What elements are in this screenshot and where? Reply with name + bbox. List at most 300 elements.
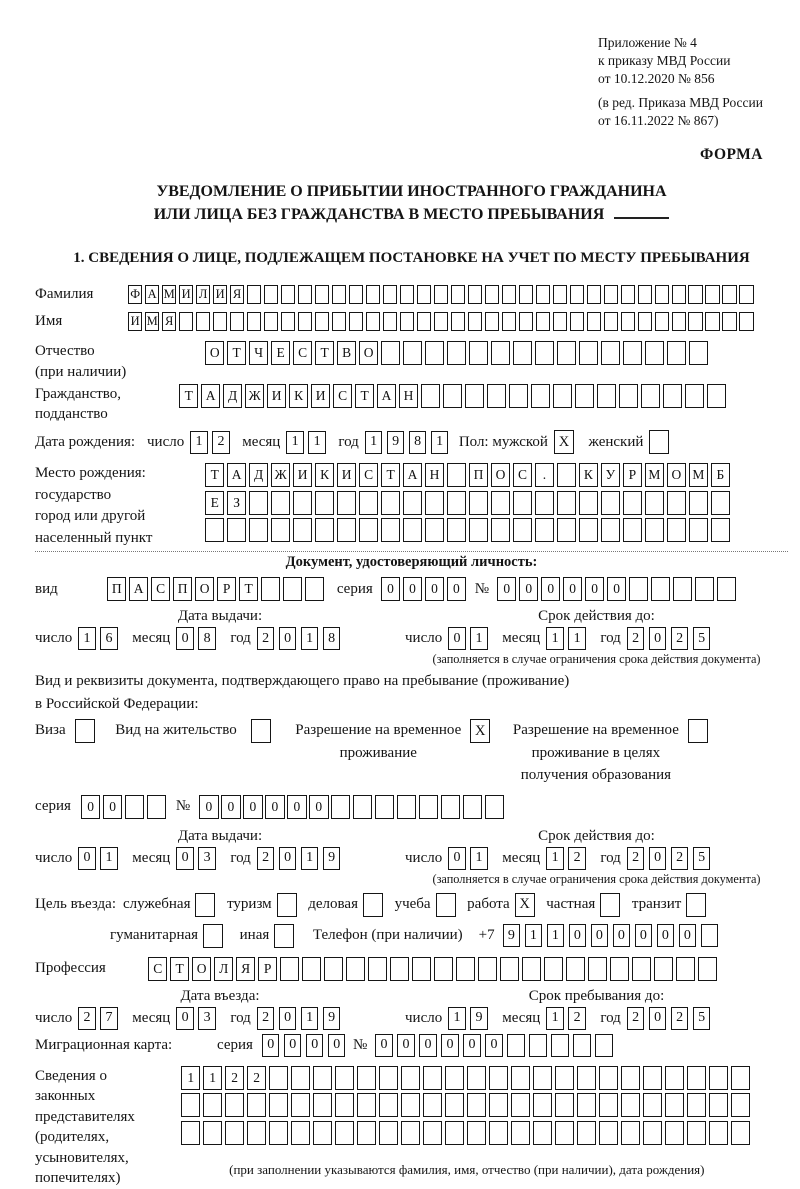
char-box[interactable]: 0 [613,924,631,947]
char-box[interactable] [468,312,482,331]
char-box[interactable] [553,312,567,331]
char-box[interactable] [555,1093,574,1117]
char-box[interactable] [264,285,278,304]
char-box[interactable]: 2 [671,847,689,870]
char-box[interactable]: Ч [249,341,268,365]
char-box[interactable] [535,518,554,542]
char-box[interactable] [511,1066,530,1090]
char-box[interactable] [447,341,466,365]
char-box[interactable]: 1 [301,627,319,650]
char-box[interactable] [601,518,620,542]
char-box[interactable]: 1 [448,1007,466,1030]
char-box[interactable]: 0 [519,577,538,601]
char-box[interactable] [465,384,484,408]
char-box[interactable] [533,1066,552,1090]
char-box[interactable] [425,491,444,515]
char-box[interactable]: 0 [649,627,667,650]
female-checkbox[interactable] [649,430,669,454]
char-box[interactable] [705,285,719,304]
char-box[interactable]: С [148,957,167,981]
char-box[interactable] [213,312,227,331]
char-box[interactable]: Т [381,463,400,487]
char-box[interactable] [701,924,719,947]
char-box[interactable]: С [359,463,378,487]
char-box[interactable] [225,1093,244,1117]
char-box[interactable] [205,518,224,542]
char-box[interactable] [595,1034,613,1057]
char-box[interactable] [731,1121,750,1145]
char-box[interactable]: 0 [591,924,609,947]
char-box[interactable] [687,1066,706,1090]
char-box[interactable]: 0 [563,577,582,601]
char-box[interactable]: 0 [176,847,194,870]
purpose-chastnaya-checkbox[interactable] [600,893,620,917]
char-box[interactable] [731,1066,750,1090]
char-box[interactable]: 1 [301,1007,319,1030]
char-box[interactable] [445,1121,464,1145]
char-box[interactable] [366,312,380,331]
purpose-gumanitarnaya-checkbox[interactable] [203,924,223,948]
char-box[interactable] [125,795,144,819]
char-box[interactable]: И [213,285,227,304]
char-box[interactable]: 0 [679,924,697,947]
char-box[interactable]: 6 [100,627,118,650]
char-box[interactable]: 0 [78,847,96,870]
char-box[interactable] [601,491,620,515]
char-box[interactable] [203,1093,222,1117]
char-box[interactable] [463,795,482,819]
char-box[interactable]: 1 [181,1066,200,1090]
char-box[interactable] [665,1093,684,1117]
char-box[interactable]: 2 [225,1066,244,1090]
char-box[interactable] [379,1066,398,1090]
char-box[interactable] [390,957,409,981]
char-box[interactable] [566,957,585,981]
char-box[interactable] [579,341,598,365]
char-box[interactable]: И [311,384,330,408]
char-box[interactable] [417,312,431,331]
char-box[interactable] [491,341,510,365]
char-box[interactable]: 0 [649,847,667,870]
char-box[interactable] [511,1093,530,1117]
char-box[interactable]: Р [258,957,277,981]
char-box[interactable]: К [315,463,334,487]
char-box[interactable] [655,312,669,331]
char-box[interactable] [349,312,363,331]
residence-permit-checkbox[interactable] [251,719,271,743]
char-box[interactable]: Т [227,341,246,365]
char-box[interactable]: О [359,341,378,365]
char-box[interactable]: П [173,577,192,601]
char-box[interactable] [375,795,394,819]
char-box[interactable] [357,1121,376,1145]
char-box[interactable] [271,491,290,515]
char-box[interactable] [623,341,642,365]
visa-checkbox[interactable] [75,719,95,743]
char-box[interactable]: 1 [190,431,208,454]
char-box[interactable]: 0 [447,577,466,601]
char-box[interactable] [271,518,290,542]
char-box[interactable] [577,1121,596,1145]
char-box[interactable] [281,285,295,304]
char-box[interactable] [587,285,601,304]
char-box[interactable]: 2 [671,1007,689,1030]
char-box[interactable] [577,1066,596,1090]
char-box[interactable] [621,1121,640,1145]
char-box[interactable] [357,1093,376,1117]
char-box[interactable] [519,285,533,304]
char-box[interactable] [511,1121,530,1145]
char-box[interactable] [599,1121,618,1145]
char-box[interactable]: Т [315,341,334,365]
char-box[interactable]: 0 [375,1034,393,1057]
char-box[interactable] [529,1034,547,1057]
char-box[interactable]: А [145,285,159,304]
char-box[interactable]: Т [205,463,224,487]
char-box[interactable]: 1 [525,924,543,947]
char-box[interactable] [553,384,572,408]
char-box[interactable] [641,384,660,408]
char-box[interactable]: 0 [221,795,240,819]
char-box[interactable] [291,1066,310,1090]
char-box[interactable] [346,957,365,981]
char-box[interactable] [456,957,475,981]
char-box[interactable] [443,384,462,408]
char-box[interactable] [293,491,312,515]
char-box[interactable] [247,312,261,331]
char-box[interactable]: 0 [279,847,297,870]
char-box[interactable] [487,384,506,408]
char-box[interactable] [247,1121,266,1145]
char-box[interactable]: 0 [607,577,626,601]
char-box[interactable] [519,312,533,331]
char-box[interactable]: 8 [323,627,341,650]
char-box[interactable]: М [162,285,176,304]
purpose-ucheba-checkbox[interactable] [436,893,456,917]
char-box[interactable] [621,1093,640,1117]
char-box[interactable] [621,285,635,304]
char-box[interactable]: Я [162,312,176,331]
char-box[interactable] [451,285,465,304]
char-box[interactable]: З [227,491,246,515]
char-box[interactable] [667,518,686,542]
char-box[interactable]: 2 [627,627,645,650]
char-box[interactable] [557,491,576,515]
char-box[interactable]: И [179,285,193,304]
char-box[interactable] [249,491,268,515]
char-box[interactable]: К [579,463,598,487]
char-box[interactable] [651,577,670,601]
char-box[interactable] [643,1093,662,1117]
char-box[interactable] [337,491,356,515]
char-box[interactable]: 0 [397,1034,415,1057]
char-box[interactable] [264,312,278,331]
char-box[interactable]: 1 [365,431,383,454]
char-box[interactable]: С [293,341,312,365]
char-box[interactable] [536,312,550,331]
char-box[interactable] [599,1093,618,1117]
char-box[interactable]: 0 [328,1034,346,1057]
char-box[interactable]: 0 [569,924,587,947]
char-box[interactable]: Д [223,384,242,408]
char-box[interactable]: Е [205,491,224,515]
char-box[interactable]: О [192,957,211,981]
char-box[interactable]: 1 [546,847,564,870]
char-box[interactable] [588,957,607,981]
char-box[interactable] [467,1121,486,1145]
char-box[interactable] [403,341,422,365]
char-box[interactable] [383,312,397,331]
char-box[interactable]: Т [239,577,258,601]
char-box[interactable]: С [333,384,352,408]
char-box[interactable] [555,1121,574,1145]
char-box[interactable] [425,518,444,542]
char-box[interactable] [359,491,378,515]
char-box[interactable] [604,312,618,331]
char-box[interactable] [623,491,642,515]
char-box[interactable] [313,1066,332,1090]
char-box[interactable] [485,285,499,304]
char-box[interactable] [555,1066,574,1090]
char-box[interactable] [507,1034,525,1057]
char-box[interactable] [551,1034,569,1057]
char-box[interactable]: О [195,577,214,601]
char-box[interactable]: Д [249,463,268,487]
char-box[interactable]: 0 [306,1034,324,1057]
char-box[interactable] [383,285,397,304]
char-box[interactable] [513,518,532,542]
char-box[interactable] [544,957,563,981]
char-box[interactable] [203,1121,222,1145]
char-box[interactable] [478,957,497,981]
purpose-inaya-checkbox[interactable] [274,924,294,948]
char-box[interactable] [401,1066,420,1090]
char-box[interactable]: И [267,384,286,408]
char-box[interactable] [731,1093,750,1117]
char-box[interactable]: М [645,463,664,487]
char-box[interactable] [335,1121,354,1145]
char-box[interactable] [412,957,431,981]
purpose-rabota-checkbox[interactable]: X [515,893,535,917]
char-box[interactable] [672,312,686,331]
char-box[interactable]: В [337,341,356,365]
char-box[interactable] [709,1093,728,1117]
char-box[interactable] [181,1093,200,1117]
char-box[interactable] [665,1066,684,1090]
char-box[interactable] [291,1121,310,1145]
char-box[interactable]: 8 [198,627,216,650]
char-box[interactable]: 1 [470,847,488,870]
char-box[interactable]: Т [355,384,374,408]
char-box[interactable]: П [469,463,488,487]
char-box[interactable] [570,312,584,331]
char-box[interactable] [381,491,400,515]
char-box[interactable] [401,1093,420,1117]
char-box[interactable] [491,491,510,515]
char-box[interactable]: 1 [308,431,326,454]
char-box[interactable]: 0 [448,847,466,870]
char-box[interactable] [509,384,528,408]
purpose-delovaya-checkbox[interactable] [363,893,383,917]
char-box[interactable] [445,1093,464,1117]
char-box[interactable] [689,491,708,515]
char-box[interactable] [557,341,576,365]
char-box[interactable]: И [293,463,312,487]
char-box[interactable] [368,957,387,981]
char-box[interactable]: 1 [470,627,488,650]
char-box[interactable]: 5 [693,847,711,870]
char-box[interactable] [711,491,730,515]
char-box[interactable] [247,285,261,304]
char-box[interactable]: И [337,463,356,487]
char-box[interactable] [434,312,448,331]
char-box[interactable] [513,341,532,365]
char-box[interactable] [315,312,329,331]
char-box[interactable] [485,312,499,331]
char-box[interactable]: 5 [693,1007,711,1030]
char-box[interactable]: 0 [635,924,653,947]
char-box[interactable]: М [145,312,159,331]
char-box[interactable]: 1 [203,1066,222,1090]
char-box[interactable]: О [667,463,686,487]
char-box[interactable]: 0 [309,795,328,819]
char-box[interactable]: К [289,384,308,408]
char-box[interactable]: 0 [419,1034,437,1057]
char-box[interactable] [553,285,567,304]
char-box[interactable]: 2 [568,847,586,870]
char-box[interactable] [688,312,702,331]
char-box[interactable]: 0 [176,1007,194,1030]
char-box[interactable]: 1 [547,924,565,947]
char-box[interactable] [709,1121,728,1145]
char-box[interactable]: Я [236,957,255,981]
char-box[interactable] [502,312,516,331]
char-box[interactable] [739,312,753,331]
char-box[interactable] [403,491,422,515]
char-box[interactable] [672,285,686,304]
char-box[interactable]: 9 [503,924,521,947]
char-box[interactable] [230,312,244,331]
char-box[interactable]: 0 [585,577,604,601]
char-box[interactable] [313,1093,332,1117]
char-box[interactable] [535,491,554,515]
char-box[interactable] [337,518,356,542]
char-box[interactable] [357,1066,376,1090]
char-box[interactable] [610,957,629,981]
char-box[interactable] [315,491,334,515]
char-box[interactable]: Н [399,384,418,408]
char-box[interactable]: 0 [176,627,194,650]
char-box[interactable] [447,518,466,542]
char-box[interactable]: 2 [568,1007,586,1030]
char-box[interactable] [663,384,682,408]
char-box[interactable] [366,285,380,304]
char-box[interactable] [305,577,324,601]
char-box[interactable] [500,957,519,981]
char-box[interactable]: Ж [271,463,290,487]
char-box[interactable] [468,285,482,304]
char-box[interactable] [722,285,736,304]
char-box[interactable] [269,1066,288,1090]
char-box[interactable]: 3 [198,1007,216,1030]
char-box[interactable]: 1 [431,431,449,454]
char-box[interactable] [425,341,444,365]
char-box[interactable]: 0 [381,577,400,601]
char-box[interactable]: А [227,463,246,487]
char-box[interactable] [381,518,400,542]
char-box[interactable] [739,285,753,304]
char-box[interactable]: 0 [262,1034,280,1057]
char-box[interactable] [502,285,516,304]
char-box[interactable] [587,312,601,331]
char-box[interactable] [688,285,702,304]
char-box[interactable] [687,1121,706,1145]
char-box[interactable] [491,518,510,542]
char-box[interactable] [629,577,648,601]
char-box[interactable]: С [513,463,532,487]
char-box[interactable]: 1 [78,627,96,650]
char-box[interactable] [419,795,438,819]
char-box[interactable] [315,285,329,304]
char-box[interactable] [698,957,717,981]
char-box[interactable] [531,384,550,408]
char-box[interactable] [379,1121,398,1145]
char-box[interactable] [536,285,550,304]
char-box[interactable]: 0 [199,795,218,819]
char-box[interactable]: А [129,577,148,601]
char-box[interactable] [349,285,363,304]
char-box[interactable]: Л [196,285,210,304]
char-box[interactable]: Б [711,463,730,487]
char-box[interactable] [421,384,440,408]
char-box[interactable] [423,1066,442,1090]
char-box[interactable] [638,285,652,304]
char-box[interactable]: 1 [546,627,564,650]
char-box[interactable] [469,518,488,542]
char-box[interactable] [359,518,378,542]
char-box[interactable]: Е [271,341,290,365]
char-box[interactable] [579,491,598,515]
char-box[interactable] [632,957,651,981]
char-box[interactable] [645,518,664,542]
char-box[interactable] [417,285,431,304]
char-box[interactable] [423,1093,442,1117]
char-box[interactable] [645,491,664,515]
char-box[interactable] [379,1093,398,1117]
char-box[interactable]: 0 [81,795,100,819]
purpose-sluzhebnaya-checkbox[interactable] [195,893,215,917]
char-box[interactable] [469,341,488,365]
char-box[interactable] [489,1121,508,1145]
char-box[interactable]: 9 [387,431,405,454]
char-box[interactable] [557,518,576,542]
char-box[interactable]: 2 [257,627,275,650]
char-box[interactable] [665,1121,684,1145]
char-box[interactable] [147,795,166,819]
char-box[interactable]: У [601,463,620,487]
char-box[interactable] [722,312,736,331]
char-box[interactable] [599,1066,618,1090]
char-box[interactable]: Н [425,463,444,487]
char-box[interactable]: 7 [100,1007,118,1030]
char-box[interactable]: Т [170,957,189,981]
char-box[interactable] [621,312,635,331]
char-box[interactable] [489,1066,508,1090]
char-box[interactable]: 2 [212,431,230,454]
char-box[interactable]: 2 [627,1007,645,1030]
char-box[interactable] [643,1066,662,1090]
char-box[interactable] [261,577,280,601]
